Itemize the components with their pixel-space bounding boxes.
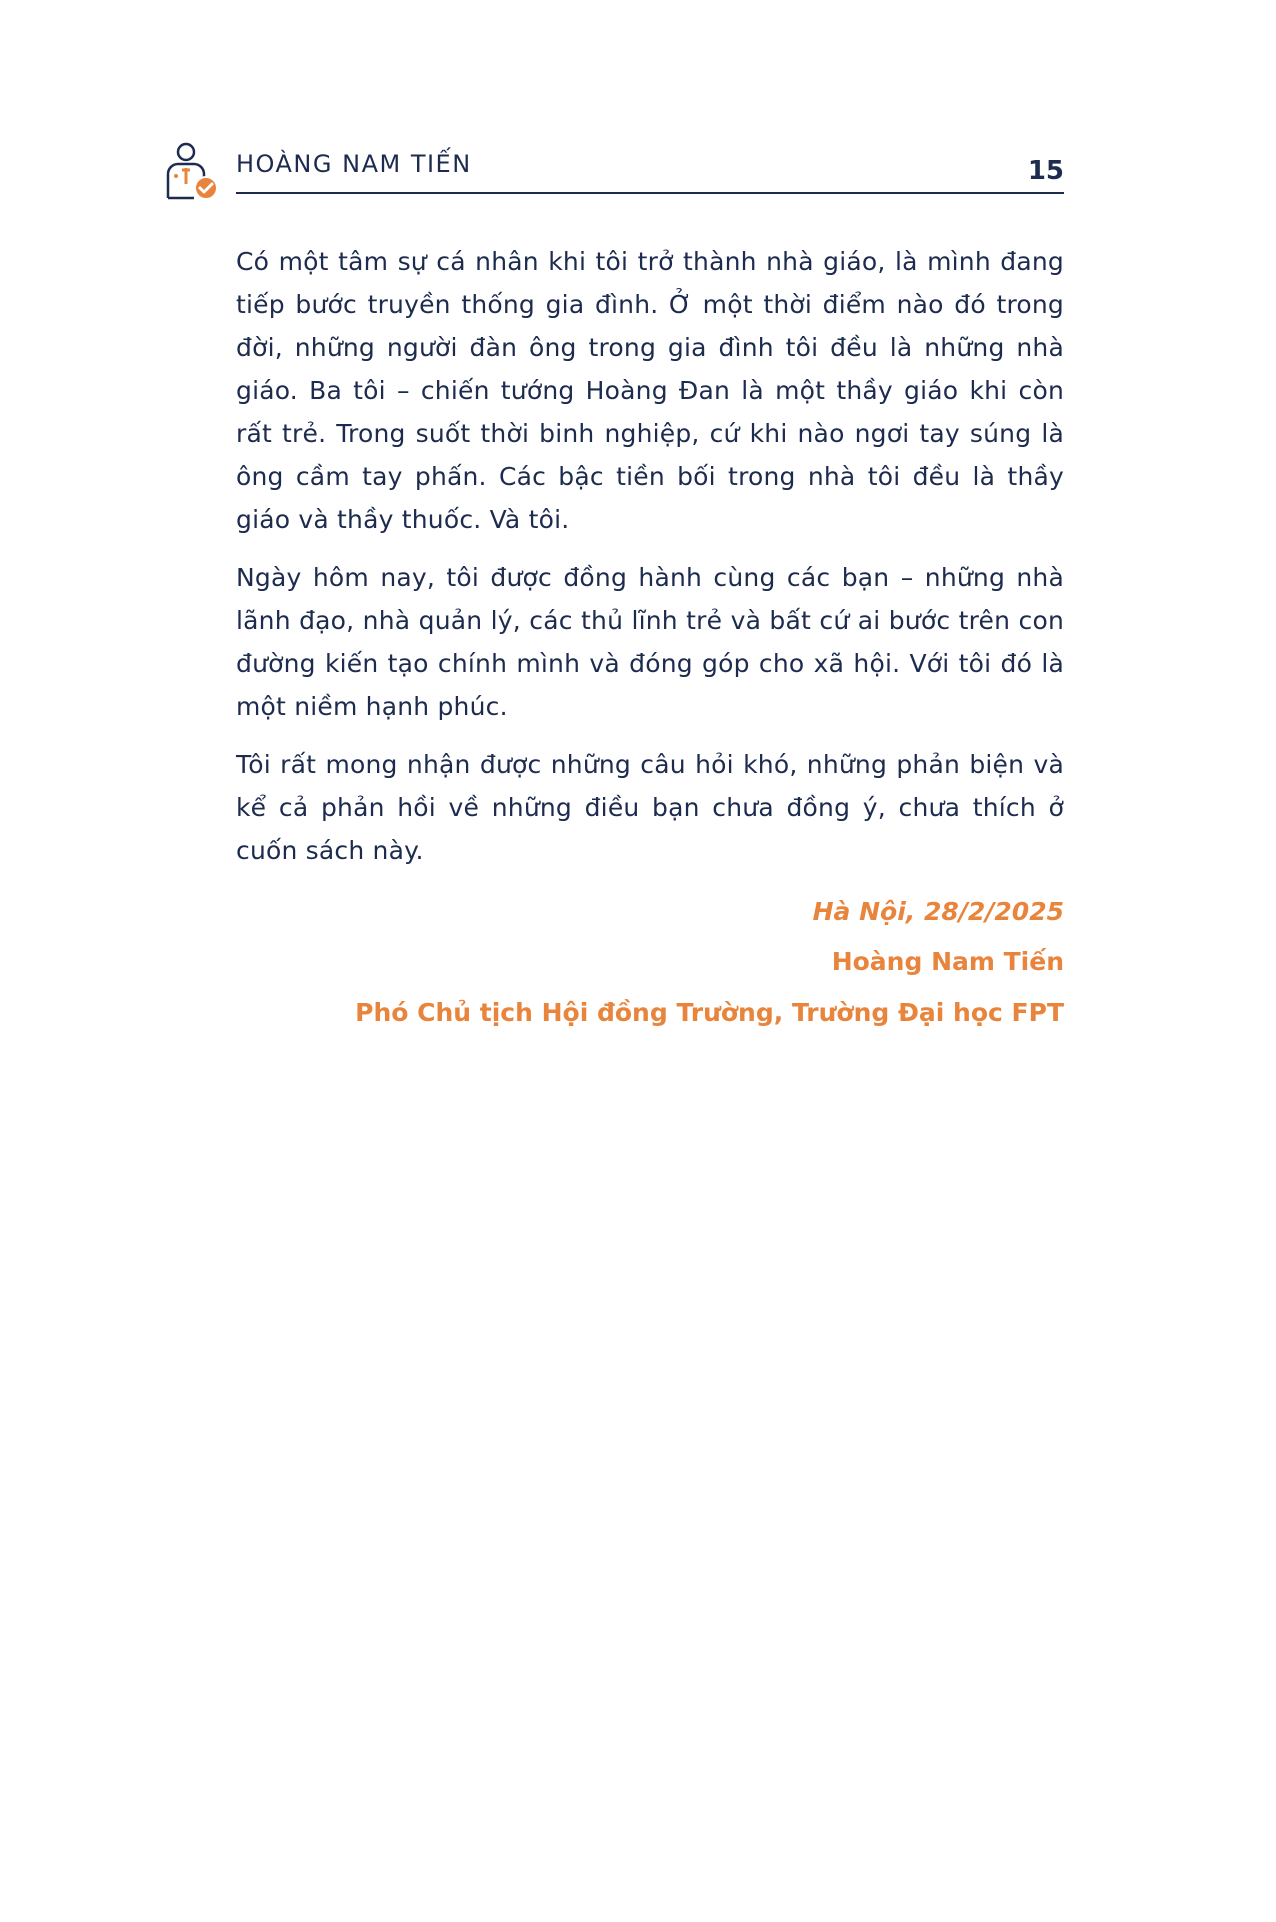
paragraph-1: Có một tâm sự cá nhân khi tôi trở thành nhà giáo, là mình đang tiếp bước truyền thống gia đình. Ở một thời điểm nào đó trong đời, những người đàn ông trong gia đình tôi đều là những nhà giáo. Ba tôi – chiến tướng Hoàng Đan là một thầy giáo khi còn rất trẻ. Trong suốt thời binh nghiệp, cứ khi nào ngơi tay súng là ông cầm tay phấn. Các bậc tiền bối trong nhà tôi đều là thầy giáo và thầy thuốc. Và tôi.	[236, 247, 1064, 534]
running-header-author: HOÀNG NAM TIẾN	[236, 150, 472, 178]
page-number: 15	[1027, 156, 1064, 186]
paragraph-3: Tôi rất mong nhận được những câu hỏi khó, những phản biện và kể cả phản hồi về những điều bạn chưa đồng ý, chưa thích ở cuốn sách này.	[236, 750, 1064, 865]
paragraph-2: Ngày hôm nay, tôi được đồng hành cùng các bạn – những nhà lãnh đạo, nhà quản lý, các thủ lĩnh trẻ và bất cứ ai bước trên con đường kiến tạo chính mình và đóng góp cho xã hội. Với tôi đó là một niềm hạnh phúc.	[236, 563, 1064, 721]
main-text	[236, 240, 1064, 1039]
page-header	[164, 140, 1064, 200]
signature-place-date: Hà Nội, 28/2/2025	[812, 897, 1064, 926]
teacher-check-icon	[164, 140, 228, 204]
header-divider	[236, 192, 1064, 194]
signature-name: Hoàng Nam Tiến	[831, 947, 1064, 976]
signature-block	[236, 887, 1064, 1039]
signature-role: Phó Chủ tịch Hội đồng Trường, Trường Đại học FPT	[355, 998, 1064, 1027]
